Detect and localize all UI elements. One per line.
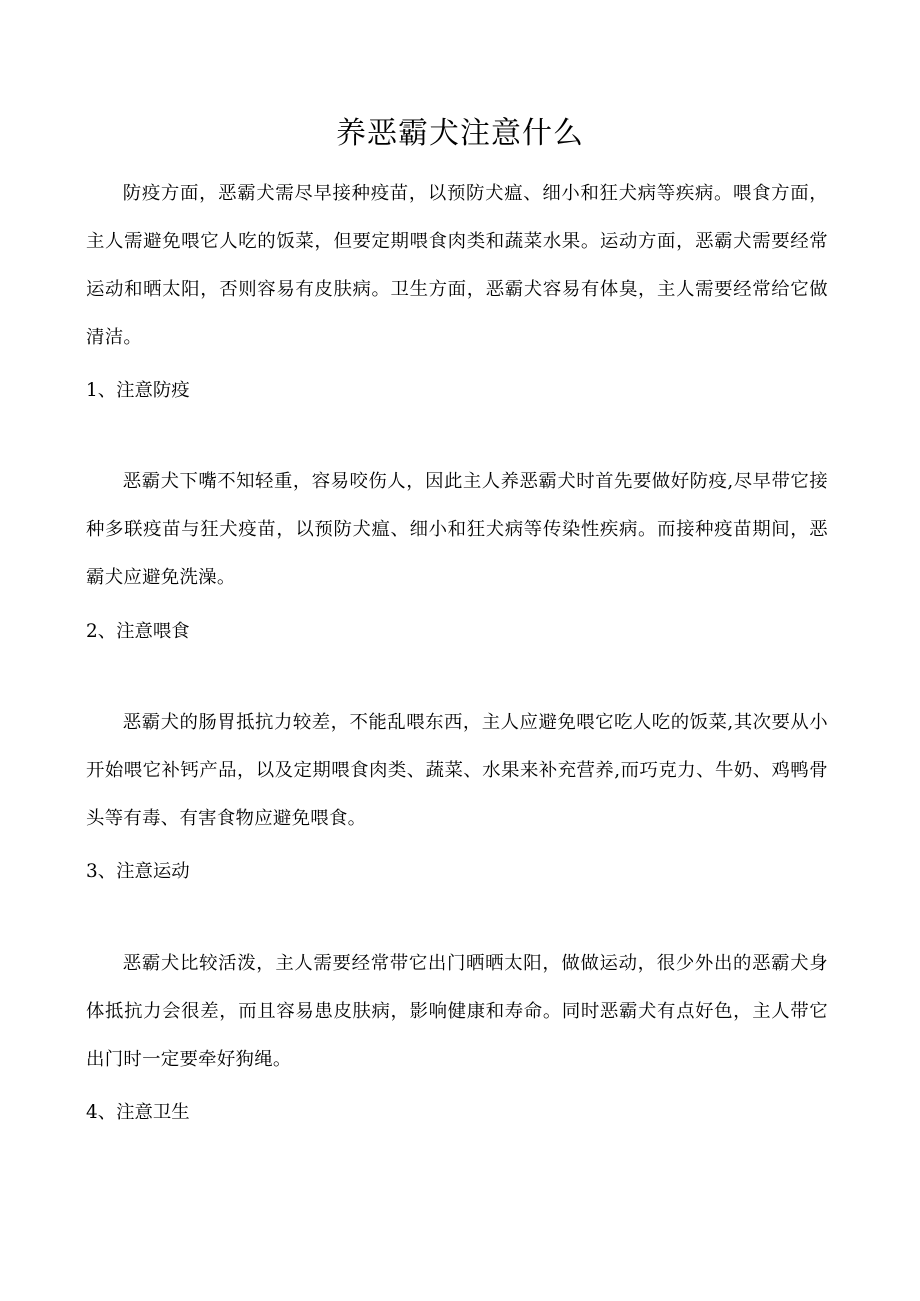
section-body-3: 恶霸犬比较活泼，主人需要经常带它出门晒晒太阳，做做运动，很少外出的恶霸犬身体抵抗力会很差，而且容易患皮肤病，影响健康和寿命。同时恶霸犬有点好色，主人带它出门时一定要牵好狗绳。 — [86, 953, 828, 1070]
document-title: 养恶霸犬注意什么 — [336, 116, 584, 151]
section-body-2: 恶霸犬的肠胃抵抗力较差，不能乱喂东西，主人应避免喂它吃人吃的饭菜,其次要从小开始喂它补钙产品，以及定期喂食肉类、蔬菜、水果来补充营养,而巧克力、牛奶、鸡鸭骨头等有毒、有害食物应避免喂食。 — [86, 712, 828, 829]
section-heading-2: 2、注意喂食 — [86, 621, 190, 642]
section-heading-4: 4、注意卫生 — [86, 1102, 190, 1123]
section-heading-3: 3、注意运动 — [86, 861, 190, 882]
section-body-1: 恶霸犬下嘴不知轻重，容易咬伤人，因此主人养恶霸犬时首先要做好防疫,尽早带它接种多联疫苗与狂犬疫苗，以预防犬瘟、细小和狂犬病等传染性疾病。而接种疫苗期间，恶霸犬应避免洗澡。 — [86, 471, 828, 588]
intro-paragraph: 防疫方面，恶霸犬需尽早接种疫苗，以预防犬瘟、细小和狂犬病等疾病。喂食方面，主人需避免喂它人吃的饭菜，但要定期喂食肉类和蔬菜水果。运动方面，恶霸犬需要经常运动和晒太阳，否则容易有皮肤病。卫生方面，恶霸犬容易有体臭，主人需要经常给它做清洁。 — [86, 183, 828, 348]
section-heading-1: 1、注意防疫 — [86, 380, 190, 401]
